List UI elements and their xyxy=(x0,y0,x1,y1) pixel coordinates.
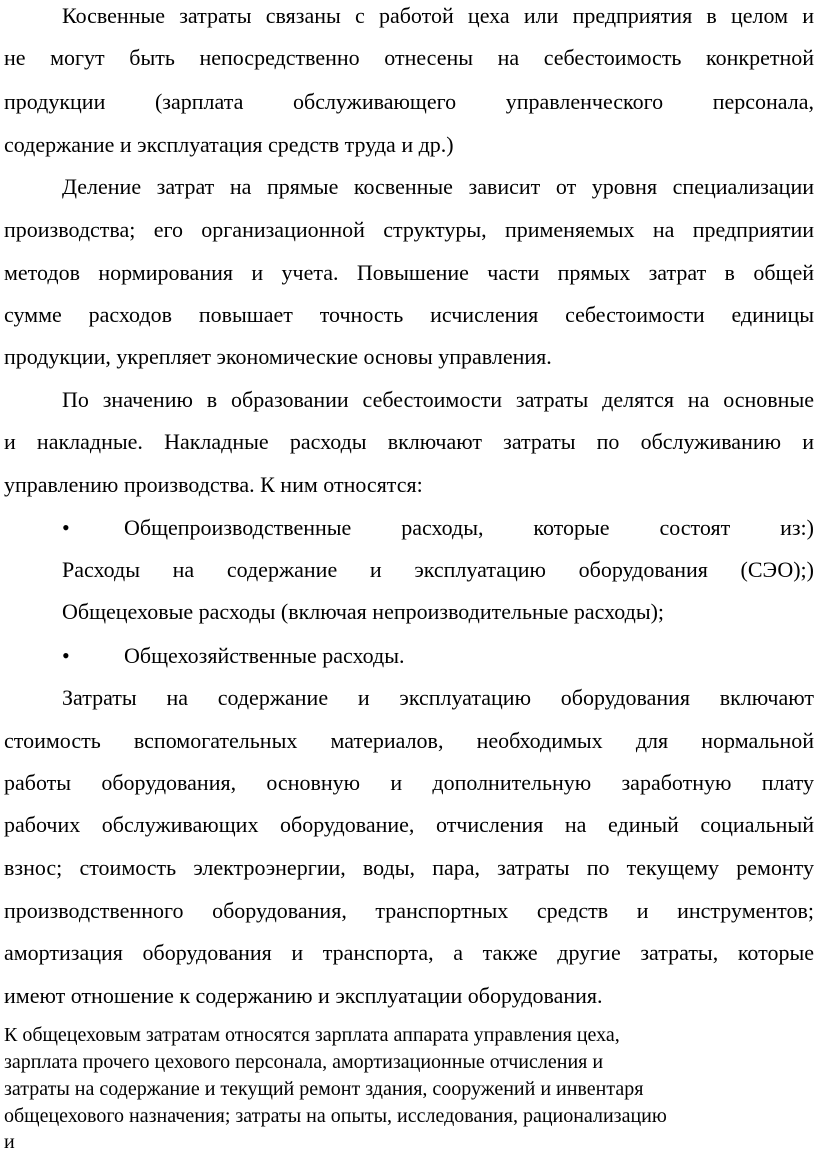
text-line: Затраты на содержание и эксплуатацию оборудования включают xyxy=(62,685,814,710)
list-item-text: Общехозяйственные расходы. xyxy=(124,643,405,668)
text-line: общецехового назначения; затраты на опыты, исследования, рационализацию xyxy=(4,1105,667,1127)
text-line: Косвенные затраты связаны с работой цеха или предприятия в целом и xyxy=(62,3,814,28)
text-line: имеют отношение к содержанию и эксплуатации оборудования. xyxy=(4,983,603,1008)
text-line: методов нормирования и учета. Повышение части прямых затрат в общей xyxy=(4,260,814,285)
text-line: работы оборудования, основную и дополнительную заработную плату xyxy=(4,770,814,795)
text-line: По значению в образовании себестоимости затраты делятся на основные xyxy=(62,387,814,412)
text-line: не могут быть непосредственно отнесены на себестоимость конкретной xyxy=(4,45,814,70)
text-line: содержание и эксплуатация средств труда и др.) xyxy=(4,132,454,157)
bullet-icon: • xyxy=(62,643,70,668)
text-line: производства; его организационной структуры, применяемых на предприятии xyxy=(4,217,814,242)
text-line: продукции (зарплата обслуживающего управленческого персонала, xyxy=(4,89,814,114)
text-line: продукции, укрепляет экономические основы управления. xyxy=(4,344,552,369)
text-line: рабочих обслуживающих оборудование, отчисления на единый социальный xyxy=(4,812,814,837)
text-line: управлению производства. К ним относятся: xyxy=(4,472,423,497)
text-line: зарплата прочего цехового персонала, амортизационные отчисления и xyxy=(4,1051,604,1073)
text-line: взнос; стоимость электроэнергии, воды, пара, затраты по текущему ремонту xyxy=(4,855,814,880)
text-line: Расходы на содержание и эксплуатацию оборудования (СЭО);) xyxy=(62,557,814,582)
text-line: производственного оборудования, транспортных средств и инструментов; xyxy=(4,898,814,923)
text-line: Общецеховые расходы (включая непроизводительные расходы); xyxy=(62,599,665,624)
text-line: амортизация оборудования и транспорта, а также другие затраты, которые xyxy=(4,940,814,965)
list-item-text: Общепроизводственные расходы, которые состоят из:) xyxy=(124,515,814,540)
text-line: сумме расходов повышает точность исчисления себестоимости единицы xyxy=(4,302,814,327)
text-line: и xyxy=(4,1131,15,1153)
bullet-icon: • xyxy=(62,515,70,540)
text-line: К общецеховым затратам относятся зарплата аппарата управления цеха, xyxy=(4,1024,620,1046)
text-line: стоимость вспомогательных материалов, необходимых для нормальной xyxy=(4,728,814,753)
text-line: затраты на содержание и текущий ремонт здания, сооружений и инвентаря xyxy=(4,1078,644,1100)
text-line: Деление затрат на прямые косвенные зависит от уровня специализации xyxy=(62,174,814,199)
text-line: и накладные. Накладные расходы включают затраты по обслуживанию и xyxy=(4,429,814,454)
